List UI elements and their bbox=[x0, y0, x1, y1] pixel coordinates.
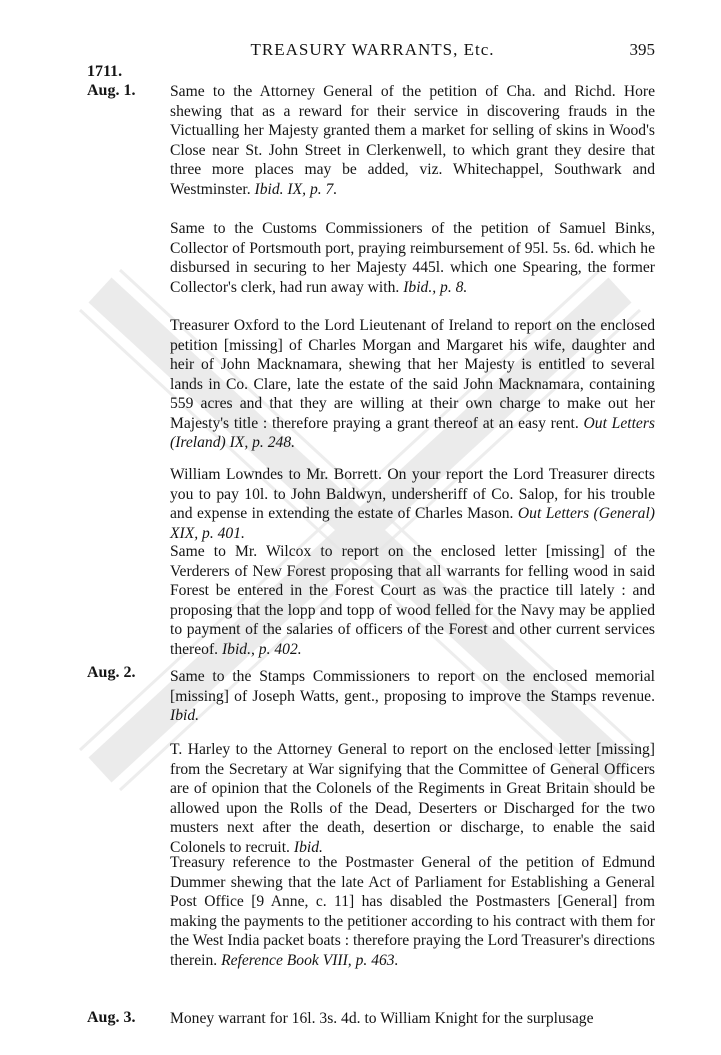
entry bbox=[170, 1009, 655, 1029]
entry-text: Same to the Customs Commissioners of the petition of Samuel Binks, Collector of Portsmouth port, praying reimbursement of 95l. 5s. 6d. which he disbursed in securing to her Majesty 445l. which one Spearing, the former Collector's clerk, had run away with. bbox=[170, 220, 655, 296]
date-aug-2: Aug. 2. bbox=[87, 664, 136, 681]
entry bbox=[170, 465, 655, 543]
date-aug-1: Aug. 1. bbox=[87, 82, 136, 99]
entry-reference: Ibid. IX, p. 7. bbox=[254, 180, 338, 198]
entry-text: Treasurer Oxford to the Lord Lieutenant of Ireland to report on the enclosed petition [missing] of Charles Morgan and Margaret his wife, daughter and heir of John Macknamara, shewing that her Majesty is entitled to several lands in Co. Clare, late the estate of the said John Macknamara, containing 559 acres and that they are willing at their own charge to make out her Majesty's title : therefore praying a grant thereof at an easy rent. bbox=[170, 317, 655, 432]
entry bbox=[170, 316, 655, 453]
entry-reference: Ibid. bbox=[170, 707, 200, 724]
running-header bbox=[90, 40, 655, 64]
entry-reference: Ibid. bbox=[293, 838, 323, 856]
entry-reference: Out Letters (Ireland) IX, p. 248. bbox=[170, 414, 655, 451]
entry-reference: Reference Book VIII, p. 463. bbox=[221, 951, 399, 969]
page-number: 395 bbox=[629, 40, 655, 59]
entry-text: Same to the Stamps Commissioners to report on the enclosed memorial [missing] of Joseph Watts, gent., proposing to improve the Stamps revenue. bbox=[170, 668, 655, 705]
entry bbox=[170, 219, 655, 297]
entry-reference: Ibid., p. 402. bbox=[221, 640, 302, 658]
date-aug-3: Aug. 3. bbox=[87, 1009, 136, 1026]
entry-text: Same to the Attorney General of the petition of Cha. and Richd. Hore shewing that as a reward for their service in discovering frauds in the Victualling her Majesty granted them a market for selling of skins in Wood's Close near St. John Street in Clerkenwell, to which grant they desire that three more places may be added, viz. Whitechappel, Southwark and Westminster. bbox=[170, 83, 655, 198]
entry-reference: Out Letters (General) XIX, p. 401. bbox=[170, 505, 655, 542]
entry-text: William Lowndes to Mr. Borrett. On your report the Lord Treasurer directs you to pay 10l. to John Baldwyn, undersheriff of Co. Salop, for his trouble and expense in extending the estate of Charles Mason. bbox=[170, 466, 655, 522]
entry-text: T. Harley to the Attorney General to report on the enclosed letter [missing] from the Secretary at War signifying that the Committee of General Officers are of opinion that the Colonels of the Regiments in Great Britain should be allowed upon the Rolls of the Dead, Deserters or Discharged for the two musters next after the death, desertion or discharge, to enable the said Colonels to recruit. bbox=[170, 741, 655, 856]
page-title: TREASURY WARRANTS, Etc. bbox=[250, 40, 495, 59]
entry bbox=[170, 82, 655, 199]
entry-text: Same to Mr. Wilcox to report on the enclosed letter [missing] of the Verderers of New Forest proposing that all warrants for felling wood in said Forest be entered in the Forest Court as was the practice till lately : and proposing that the lopp and topp of wood felled for the Navy may be applied to payment of the salaries of officers of the Forest and other current services thereof. bbox=[170, 543, 655, 658]
entry bbox=[170, 740, 655, 857]
entry bbox=[170, 542, 655, 659]
entry bbox=[170, 667, 655, 726]
entry-reference: Ibid., p. 8. bbox=[403, 278, 468, 296]
entry-text: Treasury reference to the Postmaster General of the petition of Edmund Dummer shewing that the late Act of Parliament for Establishing a General Post Office [9 Anne, c. 11] has disabled the Postmasters [General] from making the payments to the petitioner according to his contract with them for the West India packet boats : therefore praying the Lord Treasurer's directions therein. bbox=[170, 854, 655, 969]
entry bbox=[170, 853, 655, 970]
entry-text: Money warrant for 16l. 3s. 4d. to William Knight for the surplusage bbox=[170, 1010, 594, 1027]
year-label: 1711. bbox=[87, 63, 123, 80]
